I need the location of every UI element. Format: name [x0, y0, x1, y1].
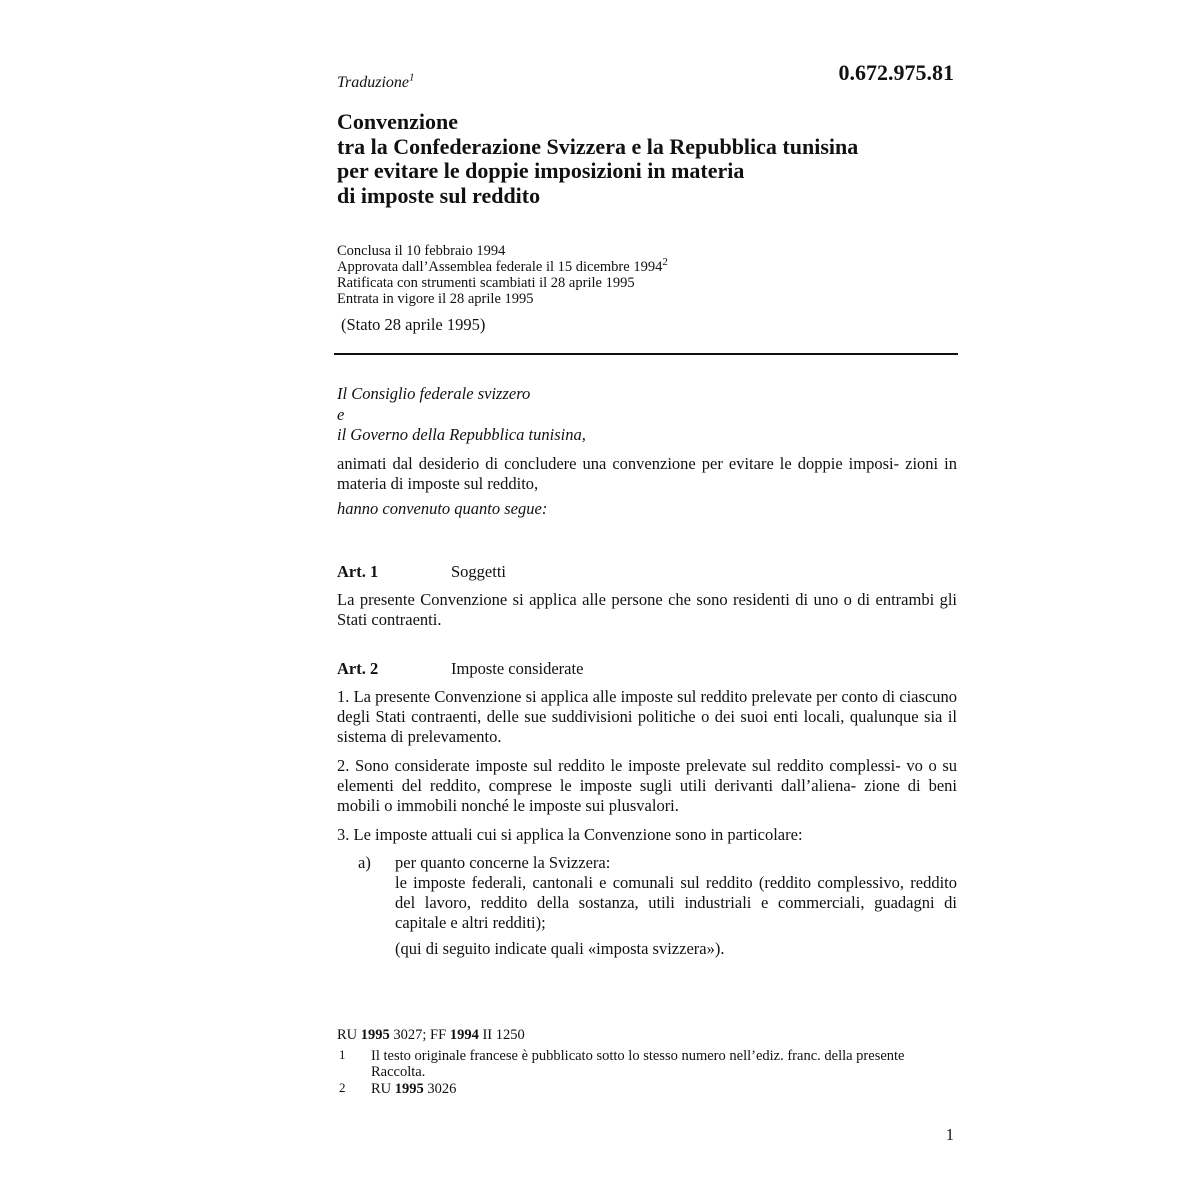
footnote-number: 1 — [339, 1047, 346, 1062]
article-paragraph: La presente Convenzione si applica alle persone che sono residenti di uno o di entrambi gli Stati contraenti. — [337, 590, 957, 629]
document-title — [337, 110, 957, 208]
title-line: per evitare le doppie imposizioni in materia — [337, 158, 745, 183]
title-line: di imposte sul reddito — [337, 182, 541, 208]
preamble-purpose: animati dal desiderio di concludere una convenzione per evitare le doppie imposi- zioni in materia di imposte sul reddito, — [337, 454, 957, 493]
list-item-lead: per quanto concerne la Svizzera: — [395, 853, 611, 872]
article-number: Art. 1 — [337, 562, 379, 581]
official-compilation-reference: RU 1995 3027; FF 1994 II 1250 — [337, 1027, 525, 1043]
list-item-body: le imposte federali, cantonali e comunali sul reddito (reddito complessivo, reddito del lavoro, reddito della sostanza, utili industriali e commerciali, guadagni di capitale e altri redditi); — [395, 873, 957, 932]
article-paragraph: 1. La presente Convenzione si applica alle imposte sul reddito prelevate per conto di ciascuno degli Stati contraenti, delle sue suddivisioni politiche o dei suoi enti locali, qualunque sia il sistema di prelevamento. — [337, 687, 957, 746]
list-item — [395, 853, 957, 959]
preamble-conjunction: e — [337, 405, 345, 424]
title-line: Convenzione — [337, 109, 458, 134]
ratified-date: Ratificata con strumenti scambiati il 28 aprile 1995 — [337, 275, 635, 291]
list-item-note: (qui di seguito indicate quali «imposta svizzera»). — [395, 939, 725, 958]
article-paragraph: 3. Le imposte attuali cui si applica la Convenzione sono in particolare: — [337, 825, 803, 844]
article-title: Soggetti — [451, 562, 507, 581]
approved-date: Approvata dall’Assemblea federale il 15 dicembre 1994$^2$ — [337, 256, 668, 275]
status-date: (Stato 28 aprile 1995) — [341, 315, 486, 334]
preamble-party-2: il Governo della Repubblica tunisina, — [337, 425, 586, 444]
translation-label: Traduzione$^1$ — [337, 71, 415, 91]
header-divider — [334, 353, 958, 355]
page-number: 1 — [945, 1125, 954, 1144]
list-marker: a) — [358, 853, 371, 872]
document-metadata — [337, 243, 668, 307]
footnote-text: RU 1995 3026 — [371, 1081, 457, 1097]
footnote-ref: 1 — [409, 71, 415, 84]
footnote-text: Il testo originale francese è pubblicato sotto lo stesso numero nell’ediz. franc. della presente Raccolta. — [371, 1048, 905, 1080]
article-paragraph: 2. Sono considerate imposte sul reddito le imposte prelevate sul reddito complessi- vo o su elementi del reddito, comprese le imposte sugli utili derivanti dall’aliena- zione di beni mobili o immobili nonché le imposte sui plusvalori. — [337, 756, 957, 815]
in-force-date: Entrata in vigore il 28 aprile 1995 — [337, 291, 534, 307]
footnote-number: 2 — [339, 1080, 346, 1095]
footnote-ref: 2 — [662, 256, 668, 269]
article-number: Art. 2 — [337, 659, 379, 678]
article-title: Imposte considerate — [451, 659, 584, 678]
preamble-party-1: Il Consiglio federale svizzero — [337, 384, 531, 403]
concluded-date: Conclusa il 10 febbraio 1994 — [337, 243, 506, 259]
title-line: tra la Confederazione Svizzera e la Repubblica tunisina — [337, 133, 859, 159]
preamble-agreed: hanno convenuto quanto segue: — [337, 499, 548, 518]
sr-number: 0.672.975.81 — [838, 60, 954, 85]
